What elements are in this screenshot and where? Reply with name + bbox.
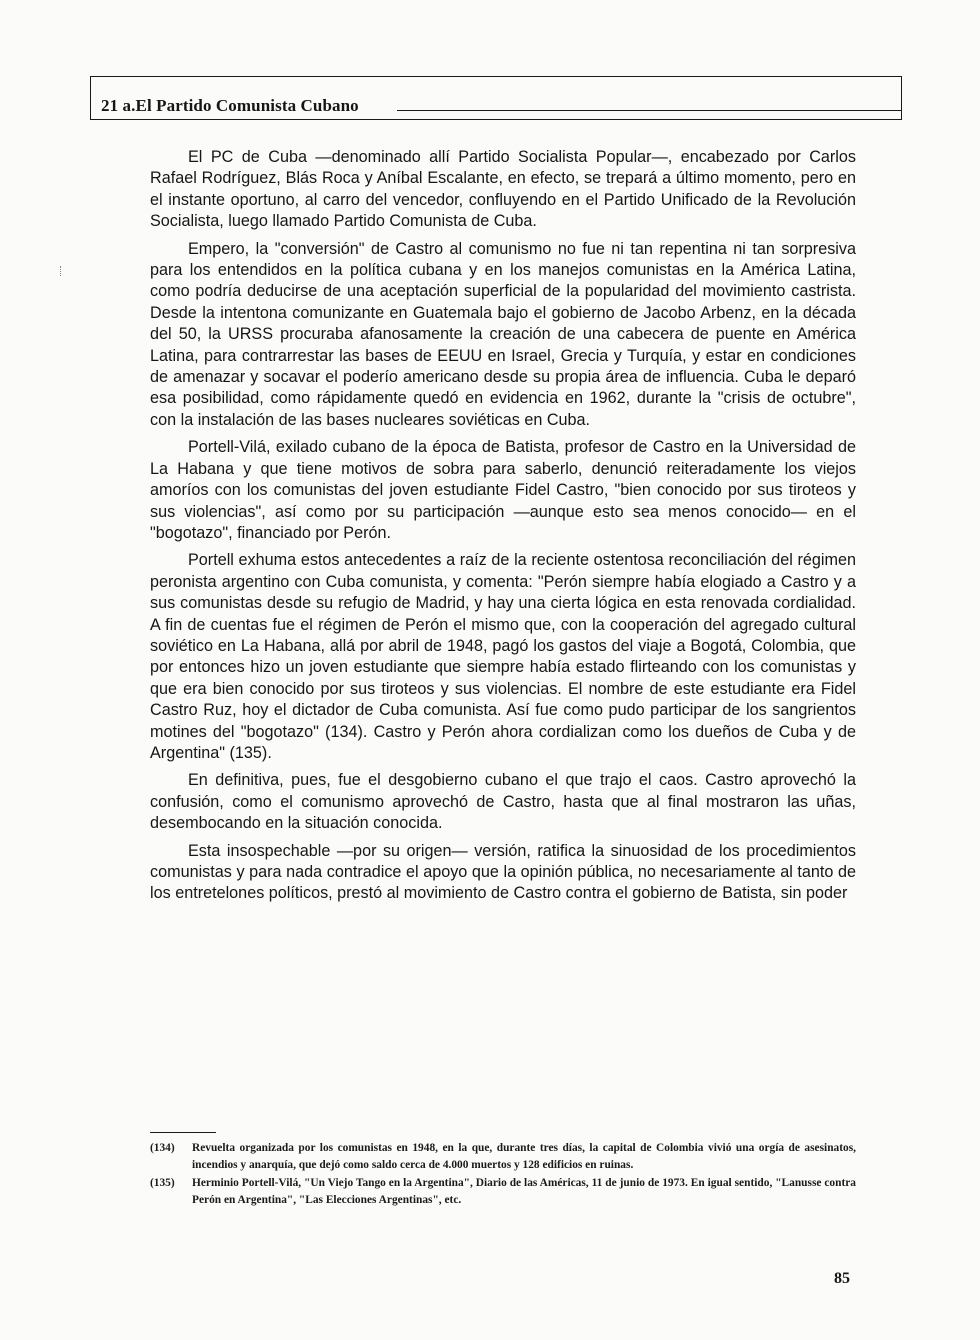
header-rule bbox=[397, 110, 901, 111]
paragraph: En definitiva, pues, fue el desgobierno cubano el que trajo el caos. Castro aprovechó la confusión, como el comunismo aprovechó de Castro, hasta que al final mostraron las uñas, desembocando en la situación conocida. bbox=[150, 771, 856, 833]
footnote-text: Herminio Portell-Vilá, "Un Viejo Tango en la Argentina", Diario de las Américas, 11 de junio de 1973. En igual sentido, "Lanusse contra Perón en Argentina", "Las Elecciones Argentinas", etc. bbox=[192, 1177, 856, 1206]
paragraph: Portell-Vilá, exilado cubano de la época de Batista, profesor de Castro en la Universidad de La Habana y que tiene motivos de sobra para saberlo, denunció reiteradamente los viejos amoríos con los comunistas del joven estudiante Fidel Castro, "bien conocido por sus tiroteos y sus violencias", así como por su participación —aunque esto sea menos conocido— en el "bogotazo", financiado por Perón. bbox=[150, 438, 856, 542]
footnote-text: Revuelta organizada por los comunistas en 1948, en la que, durante tres días, la capital de Colombia vivió una orgía de asesinatos, incendios y anarquía, que dejó como saldo cerca de 4.000 muertos y 128 edificios en ruinas. bbox=[192, 1142, 856, 1171]
main-body-text bbox=[150, 147, 856, 911]
footnote-135 bbox=[150, 1175, 856, 1209]
footnote-number: (134) bbox=[150, 1142, 175, 1154]
footnote-number: (135) bbox=[150, 1177, 175, 1189]
paragraph: Empero, la "conversión" de Castro al comunismo no fue ni tan repentina ni tan sorpresiva para los entendidos en la política cubana y en los manejos comunistas en la América Latina, como podría deducirse de una aceptación superficial de la popularidad del movimiento castrista. Desde la intentona comunizante en Guatemala bajo el gobierno de Jacobo Arbenz, en la década del 50, la URSS procuraba afanosamente la creación de una cabecera de puente en América Latina, para contrarrestar las bases de EEUU en Israel, Grecia y Turquía, y estar en condiciones de amenazar y socavar el poderío americano desde su propia área de influencia. Cuba le deparó esa posibilidad, como rápidamente quedó en evidencia en 1962, durante la "crisis de octubre", con la instalación de las bases nucleares soviéticas en Cuba. bbox=[150, 239, 856, 429]
chapter-header-box bbox=[90, 76, 902, 120]
paragraph: Portell exhuma estos antecedentes a raíz de la reciente ostentosa reconciliación del régimen peronista argentino con Cuba comunista, y comenta: "Perón siempre había elogiado a Castro y a sus comunistas desde su refugio de Madrid, y hay una cierta lógica en esta renovada cordialidad. A fin de cuentas fue el régimen de Perón el mismo que, con la cooperación del agregado cultural soviético en La Habana, allá por abril de 1948, pagó los gastos del viaje a Bogotá, Colombia, que por entonces hizo un joven estudiante que siempre había estado flirteando con los comunistas y que era bien conocido por sus tiroteos y sus violencias. El nombre de este estudiante era Fidel Castro Ruz, hoy el dictador de Cuba comunista. Así fue como pudo participar de los sangrientos motines del "bogotazo" (134). Castro y Perón ahora cordializan como los dueños de Cuba y de Argentina" (135). bbox=[150, 551, 856, 762]
paragraph: Esta insospechable —por su origen— versión, ratifica la sinuosidad de los procedimientos comunistas y para nada contradice el apoyo que la opinión pública, no necesariamente al tanto de los entretelones políticos, prestó al movimiento de Castro contra el gobierno de Batista, sin poder bbox=[150, 841, 856, 903]
scan-mark bbox=[60, 266, 64, 276]
paragraph: El PC de Cuba —denominado allí Partido Socialista Popular—, encabezado por Carlos Rafael Rodríguez, Blás Roca y Aníbal Escalante, en efecto, se trepará a último momento, pero en el instante oportuno, al carro del vencedor, confluyendo en el Partido Unificado de la Revolución Socialista, luego llamado Partido Comunista de Cuba. bbox=[150, 148, 856, 231]
page-number: 85 bbox=[834, 1270, 850, 1287]
chapter-title: 21 a.El Partido Comunista Cubano bbox=[101, 96, 359, 115]
footnote-134 bbox=[150, 1140, 856, 1174]
footnote-separator bbox=[150, 1132, 216, 1133]
footnotes bbox=[150, 1140, 856, 1210]
